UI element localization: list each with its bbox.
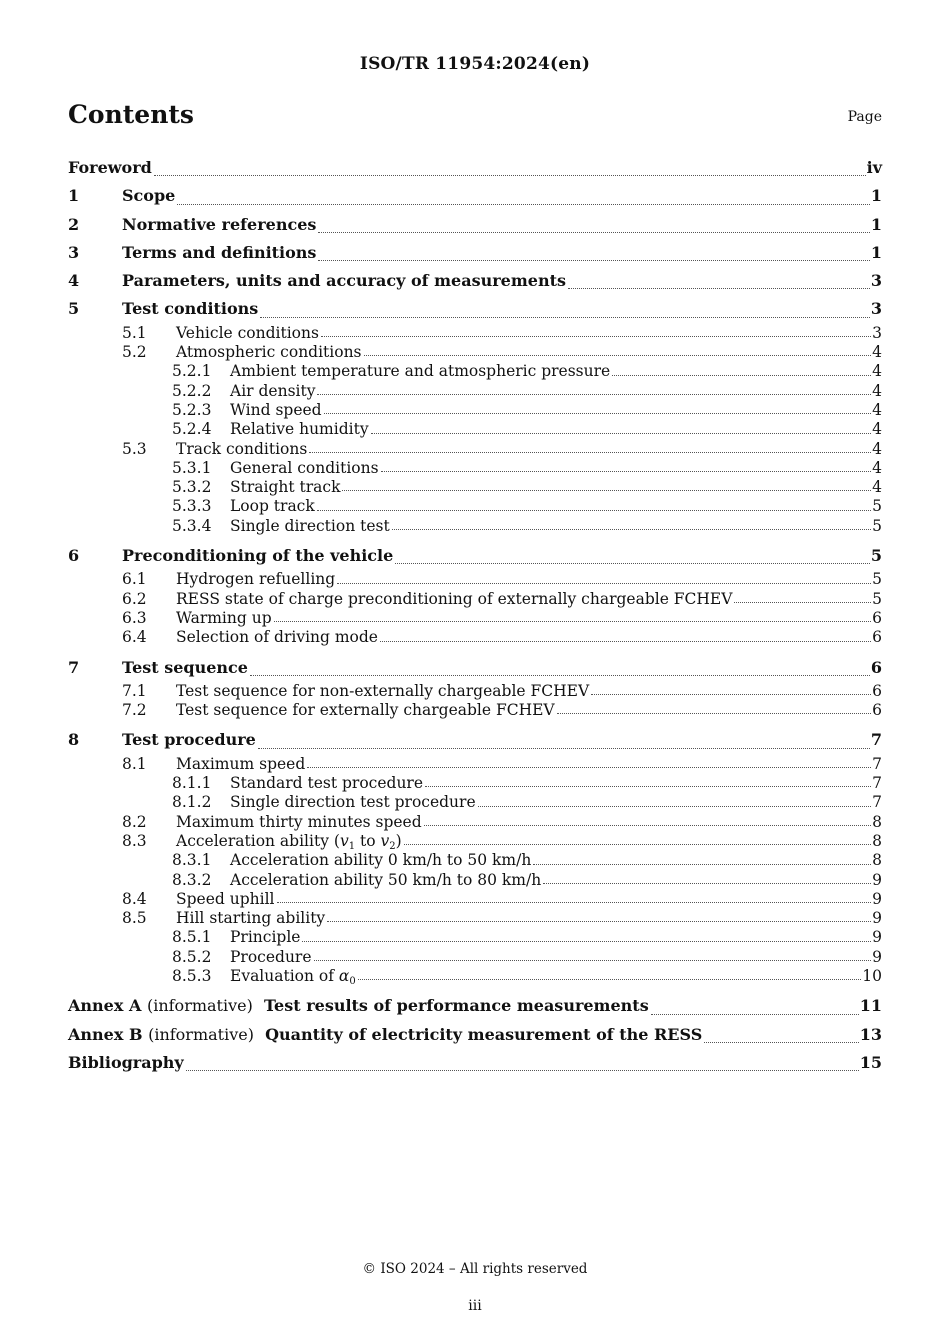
toc-number: 1: [68, 186, 80, 206]
toc-number: 8.1.1: [172, 774, 212, 793]
dot-leader: [324, 413, 872, 414]
toc-title: Acceleration ability 0 km/h to 50 km/h: [230, 851, 532, 870]
toc-entry-5-3-3[interactable]: [68, 497, 882, 516]
toc-title: Foreword: [68, 158, 152, 177]
toc-title: Atmospheric conditions: [176, 343, 362, 362]
toc-number: 8.5: [122, 909, 147, 928]
toc-number: 5.2.3: [172, 400, 212, 419]
dot-leader: [337, 583, 871, 584]
toc-entry-8-2[interactable]: [68, 813, 882, 832]
toc-page: 4: [872, 420, 882, 439]
toc-entry-8-3[interactable]: [68, 832, 882, 851]
toc-number: 5.2.1: [172, 362, 212, 381]
toc-number: 7.2: [122, 701, 147, 720]
toc-title: Ambient temperature and atmospheric pressure: [230, 362, 611, 381]
toc-entry-8-3-2[interactable]: [68, 871, 882, 890]
dot-leader: [309, 452, 871, 453]
dot-leader: [277, 902, 872, 903]
dot-leader: [381, 471, 872, 472]
dot-leader: [734, 602, 871, 603]
toc-title: Single direction test procedure: [230, 793, 476, 812]
toc-page: 8: [872, 851, 882, 870]
page-number: iii: [468, 1298, 482, 1314]
annex-type: (informative): [146, 996, 253, 1016]
toc-page: 9: [872, 947, 882, 966]
toc-title: Track conditions: [176, 439, 308, 458]
toc-number: 6.3: [122, 608, 147, 627]
toc-number: 8.2: [122, 812, 147, 831]
toc-number: 6.2: [122, 589, 147, 608]
toc-title: Preconditioning of the vehicle: [122, 546, 394, 566]
toc-page: 9: [872, 870, 882, 889]
toc-entry-8-1-1[interactable]: [68, 774, 882, 793]
document-id-header: ISO/TR 11954:2024(en): [359, 54, 591, 74]
dot-leader: [651, 1014, 859, 1015]
toc-entry-1[interactable]: [68, 182, 882, 210]
dot-leader: [392, 529, 871, 530]
toc-entry-6-2[interactable]: [68, 590, 882, 609]
toc-page: 10: [862, 966, 882, 985]
dot-leader: [258, 748, 870, 749]
contents-title: Contents: [68, 100, 195, 129]
toc-entry-5-2-1[interactable]: [68, 362, 882, 381]
toc-title: Parameters, units and accuracy of measurements: [122, 271, 566, 291]
toc-number: 6.4: [122, 628, 147, 647]
dot-leader: [321, 336, 871, 337]
toc-number: 8.3: [122, 831, 147, 850]
dot-leader: [307, 767, 871, 768]
toc-title: Bibliography: [68, 1052, 184, 1072]
toc-entry-5-2[interactable]: [68, 343, 882, 362]
toc-title: Maximum thirty minutes speed: [176, 812, 422, 831]
toc-entry-5-2-3[interactable]: [68, 401, 882, 420]
subscript: 1: [348, 840, 356, 852]
title-text: ): [395, 831, 402, 850]
dot-leader: [704, 1042, 858, 1043]
annex-label: Annex B: [68, 1024, 143, 1044]
toc-entry-5-3-4[interactable]: [68, 517, 882, 536]
dot-leader: [395, 563, 870, 564]
dot-leader: [425, 786, 871, 787]
toc-page: 6: [872, 608, 882, 627]
title-text: Evaluation of: [230, 966, 339, 985]
toc-page: 7: [870, 730, 882, 750]
dot-leader: [327, 921, 871, 922]
dot-leader: [424, 825, 871, 826]
toc-page: 11: [859, 996, 882, 1016]
toc-title: Test sequence: [122, 657, 248, 677]
toc-entry-8-4[interactable]: [68, 890, 882, 909]
toc-page: 9: [872, 889, 882, 908]
toc-title: [68, 1021, 702, 1049]
toc-page: 5: [872, 570, 882, 589]
toc-page: 7: [872, 774, 882, 793]
toc-entry-8-5-1[interactable]: [68, 928, 882, 947]
subscript: 2: [389, 840, 396, 852]
toc-entry-8-3-1[interactable]: [68, 851, 882, 870]
dot-leader: [250, 675, 870, 676]
dot-leader: [568, 288, 870, 289]
dot-leader: [543, 883, 871, 884]
dot-leader: [478, 806, 872, 807]
toc-title: Maximum speed: [176, 754, 306, 773]
toc-number: 8.3.2: [172, 870, 212, 889]
toc-number: 6: [68, 546, 80, 566]
toc-page: 3: [872, 323, 882, 342]
toc-title: [68, 992, 649, 1020]
toc-title: Relative humidity: [230, 420, 369, 439]
toc-page: 4: [872, 343, 882, 362]
title-text: to: [355, 831, 381, 850]
toc-entry-7[interactable]: [68, 654, 882, 682]
toc-entry-8-5-3[interactable]: [68, 967, 882, 986]
toc-page: 13: [859, 1024, 882, 1044]
toc-page: 4: [872, 478, 882, 497]
toc-number: 4: [68, 271, 80, 291]
toc-number: 5.3.4: [172, 516, 212, 535]
toc-number: 8.5.3: [172, 966, 212, 985]
toc-page: 4: [872, 381, 882, 400]
toc-number: 5: [68, 299, 80, 319]
toc-title: Normative references: [122, 214, 317, 234]
dot-leader: [260, 317, 870, 318]
toc-number: 5.3: [122, 439, 147, 458]
toc-title: Straight track: [230, 478, 341, 497]
toc-number: 3: [68, 242, 80, 262]
toc-page: 6: [872, 681, 882, 700]
page-column-label: Page: [847, 109, 882, 125]
dot-leader: [177, 204, 870, 205]
toc-title: Vehicle conditions: [176, 323, 319, 342]
toc-page: 5: [872, 516, 882, 535]
title-text: Acceleration ability (: [176, 831, 340, 850]
dot-leader: [274, 621, 871, 622]
toc-title: Test procedure: [122, 730, 256, 750]
toc-number: 8.5.1: [172, 928, 212, 947]
toc-entry-8-1-2[interactable]: [68, 793, 882, 812]
toc-number: 7.1: [122, 681, 147, 700]
toc-title: General conditions: [230, 458, 379, 477]
toc-entry-6-4[interactable]: [68, 628, 882, 647]
variable-v: v: [380, 831, 390, 850]
toc-title: [230, 967, 356, 986]
toc-title: Hill starting ability: [176, 909, 326, 928]
subscript: 0: [349, 975, 356, 987]
toc-entry-8-1[interactable]: [68, 755, 882, 774]
toc-number: 5.2.2: [172, 381, 212, 400]
toc-entry-5[interactable]: [68, 295, 882, 323]
toc-page: 15: [859, 1052, 882, 1072]
toc-entry-7-1[interactable]: [68, 682, 882, 701]
toc-title: Air density: [230, 381, 316, 400]
toc-page: 1: [870, 214, 882, 234]
toc-title: [176, 832, 402, 851]
toc-entry-6-1[interactable]: [68, 570, 882, 589]
toc-number: 7: [68, 657, 80, 677]
toc-title: Speed uphill: [176, 889, 275, 908]
toc-entry-annex-b[interactable]: [68, 1021, 882, 1049]
toc-entry-5-3-2[interactable]: [68, 478, 882, 497]
toc-number: 5.1: [122, 323, 147, 342]
dot-leader: [533, 864, 871, 865]
dot-leader: [371, 433, 872, 434]
dot-leader: [302, 941, 871, 942]
toc-title: RESS state of charge preconditioning of externally chargeable FCHEV: [176, 589, 733, 608]
toc-number: 5.3.3: [172, 497, 212, 516]
annex-type: (informative): [148, 1024, 254, 1044]
toc-entry-3[interactable]: [68, 239, 882, 267]
toc-page: 4: [872, 458, 882, 477]
toc-title: Wind speed: [230, 400, 322, 419]
toc-number: 8.1: [122, 754, 147, 773]
annex-label: Annex A: [68, 996, 142, 1016]
toc-entry-5-3-1[interactable]: [68, 459, 882, 478]
dot-leader: [314, 960, 872, 961]
toc-entry-5-2-2[interactable]: [68, 382, 882, 401]
dot-leader: [318, 232, 869, 233]
variable-v: v: [339, 831, 349, 850]
dot-leader: [380, 641, 871, 642]
toc-number: 5.2: [122, 343, 147, 362]
toc-number: 5.2.4: [172, 420, 212, 439]
toc-title: Selection of driving mode: [176, 628, 378, 647]
toc-title: Test sequence for non-externally chargeable FCHEV: [176, 681, 590, 700]
table-of-contents: [68, 154, 882, 1077]
toc-entry-7-2[interactable]: [68, 701, 882, 720]
toc-page: 4: [872, 439, 882, 458]
toc-page: 6: [872, 628, 882, 647]
toc-page: 4: [872, 362, 882, 381]
dot-leader: [342, 490, 871, 491]
toc-entry-annex-a[interactable]: [68, 992, 882, 1020]
toc-page: 3: [870, 271, 882, 291]
toc-entry-5-2-4[interactable]: [68, 420, 882, 439]
dot-leader: [364, 355, 872, 356]
toc-title: Loop track: [230, 497, 315, 516]
dot-leader: [557, 713, 872, 714]
dot-leader: [612, 375, 871, 376]
dot-leader: [358, 979, 862, 980]
toc-number: 8.3.1: [172, 851, 212, 870]
toc-title: Test conditions: [122, 299, 259, 319]
dot-leader: [318, 260, 869, 261]
dot-leader: [154, 175, 866, 176]
toc-page: 3: [870, 299, 882, 319]
toc-title: Scope: [122, 186, 176, 206]
toc-title: Principle: [230, 928, 301, 947]
toc-title: Test sequence for externally chargeable FCHEV: [176, 701, 555, 720]
toc-page: 7: [872, 754, 882, 773]
toc-title: Procedure: [230, 947, 312, 966]
toc-number: 5.3.1: [172, 458, 212, 477]
toc-page: 8: [872, 812, 882, 831]
toc-entry-8-5[interactable]: [68, 909, 882, 928]
toc-page: 5: [872, 589, 882, 608]
toc-title: Standard test procedure: [230, 774, 424, 793]
toc-page: 5: [870, 546, 882, 566]
toc-entry-5-1[interactable]: [68, 324, 882, 343]
toc-number: 8.5.2: [172, 947, 212, 966]
toc-title: Warming up: [176, 608, 272, 627]
toc-title: Acceleration ability 50 km/h to 80 km/h: [230, 870, 542, 889]
toc-number: 8.4: [122, 889, 147, 908]
annex-title: Quantity of electricity measurement of the RESS: [265, 1024, 703, 1044]
toc-page: 6: [872, 701, 882, 720]
toc-page: 1: [870, 186, 882, 206]
toc-title: Single direction test: [230, 516, 390, 535]
toc-page: 9: [872, 928, 882, 947]
contents-heading: [68, 100, 882, 134]
toc-entry-4[interactable]: [68, 267, 882, 295]
toc-entry-6-3[interactable]: [68, 609, 882, 628]
toc-page: 6: [870, 657, 882, 677]
toc-entry-2[interactable]: [68, 211, 882, 239]
toc-number: 5.3.2: [172, 478, 212, 497]
toc-page: 1: [870, 242, 882, 262]
toc-number: 6.1: [122, 570, 147, 589]
toc-page: 4: [872, 400, 882, 419]
dot-leader: [317, 394, 871, 395]
toc-entry-6[interactable]: [68, 542, 882, 570]
toc-number: 2: [68, 214, 80, 234]
toc-entry-5-3[interactable]: [68, 440, 882, 459]
copyright-notice: © ISO 2024 – All rights reserved: [362, 1261, 588, 1277]
toc-entry-foreword[interactable]: [68, 154, 882, 182]
toc-entry-bibliography[interactable]: [68, 1049, 882, 1077]
toc-entry-8[interactable]: [68, 726, 882, 754]
toc-page: 8: [872, 831, 882, 850]
toc-page: iv: [866, 158, 882, 177]
toc-number: 8.1.2: [172, 793, 212, 812]
toc-page: 5: [872, 497, 882, 516]
toc-title: Terms and definitions: [122, 242, 317, 262]
dot-leader: [591, 694, 871, 695]
toc-entry-8-5-2[interactable]: [68, 948, 882, 967]
toc-number: 8: [68, 730, 80, 750]
toc-page: 7: [872, 793, 882, 812]
dot-leader: [404, 844, 871, 845]
toc-page: 9: [872, 909, 882, 928]
toc-title: Hydrogen refuelling: [176, 570, 336, 589]
dot-leader: [317, 510, 871, 511]
annex-title: Test results of performance measurements: [263, 996, 649, 1016]
variable-alpha: α: [338, 966, 350, 985]
dot-leader: [186, 1070, 859, 1071]
